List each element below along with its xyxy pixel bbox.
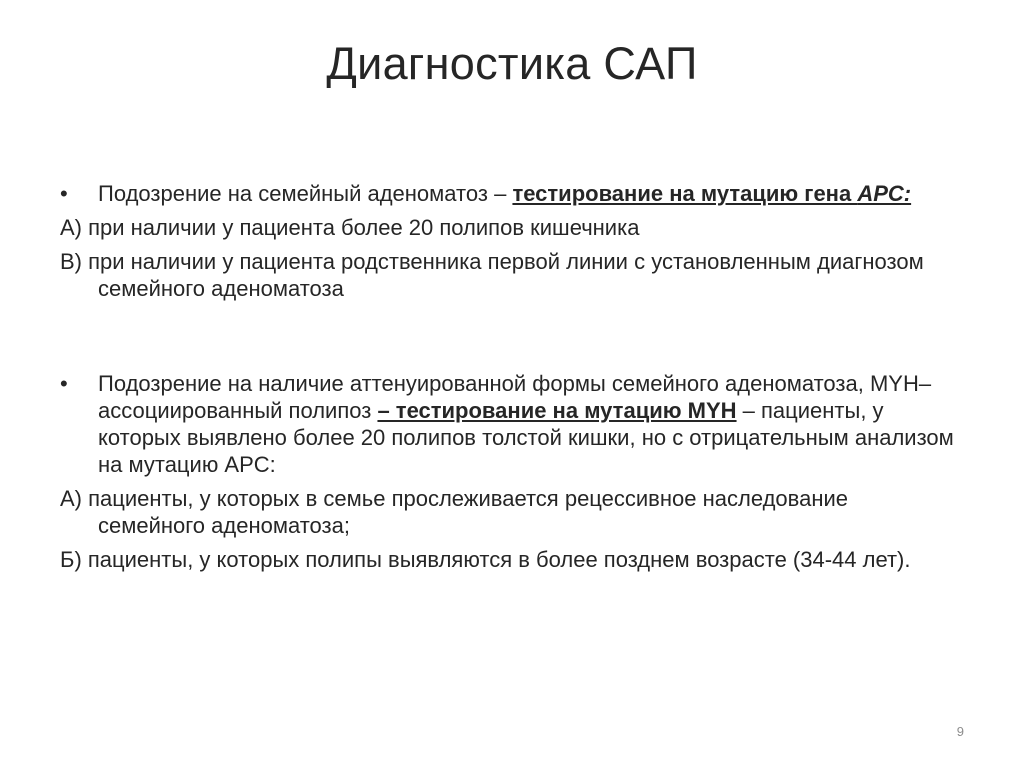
bullet-text: Подозрение на наличие аттенуированной формы семейного аденоматоза, MYH–ассоциированный полипоз — [98, 371, 932, 423]
highlight-apc-testing — [512, 181, 911, 206]
bullet-item-attenuated-form — [60, 370, 960, 478]
bullet-text-dash: – — [494, 181, 513, 206]
bullet-icon: • — [60, 181, 68, 206]
sub-item-b: В) при наличии у пациента родственника первой линии с установленным диагнозом семейного аденоматоза — [60, 249, 924, 301]
sub-item-a-recessive: А) пациенты, у которых в семье прослеживается рецессивное наследование семейного аденоматоза; — [60, 486, 848, 538]
bullet-icon: • — [60, 371, 68, 396]
spacer — [60, 309, 960, 370]
highlight-apc-testing-text: тестирование на мутацию гена — [512, 181, 858, 206]
highlight-myh-testing: – тестирование на мутацию MYH — [377, 398, 737, 423]
sub-item-b-late-onset: Б) пациенты, у которых полипы выявляются в более позднем возрасте (34-44 лет). — [60, 547, 911, 572]
highlight-apc-gene: APC: — [857, 181, 912, 206]
bullet-text: Подозрение на семейный аденоматоз — [98, 181, 495, 206]
slide-content — [60, 180, 960, 580]
bullet-item-familial-adenomatosis — [60, 180, 960, 207]
page-number: 9 — [956, 724, 964, 739]
sub-item-a: А) при наличии у пациента более 20 полипов кишечника — [60, 215, 640, 240]
bullet-text-cont: – пациенты, у которых выявлено более 20 полипов толстой кишки, но с отрицательным анализом на мутацию APC: — [98, 398, 954, 477]
slide-title: Диагностика САП — [326, 38, 698, 89]
